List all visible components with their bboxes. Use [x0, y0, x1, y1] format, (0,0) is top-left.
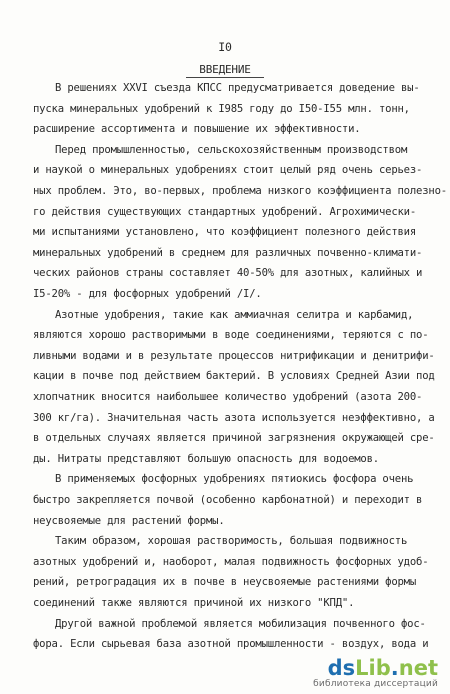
- text-line: ды. Нитраты представляют большую опасность для водоемов.: [33, 452, 379, 465]
- text-line: быстро закрепляется почвой (особенно карбонатной) и переходит в: [33, 494, 423, 506]
- text-line: расширение ассортимента и повышение их эффективности.: [33, 123, 361, 136]
- text-line: Другой важной проблемой является мобилизация почвенного фос-: [55, 617, 426, 630]
- text-line: соединений также являются причиной их низкого "КПД".: [33, 597, 355, 609]
- text-line: являются хорошо растворимыми в воде соединениями, теряются с по-: [33, 329, 429, 342]
- text-line: В решениях XXVI съезда КПСС предусматривается доведение вы-: [55, 82, 420, 94]
- text-line: Азотные удобрения, такие как аммиачная селитра и карбамид,: [55, 308, 414, 321]
- text-line: и наукой о минеральных удобрениях стоит целый ряд очень серьез-: [33, 164, 423, 177]
- page-number: I0: [218, 40, 232, 54]
- heading-underline: [186, 77, 264, 78]
- text-line: рений, ретроградация их в почве в неусвояемые растениями формы: [33, 576, 417, 589]
- text-line: минеральных удобрений в среднем для различных почвенно-климати-: [33, 246, 423, 259]
- watermark-subtitle: библиотека диссертаций: [313, 679, 438, 689]
- text-line: го действия существующих стандартных удобрений. Агрохимически-: [33, 205, 417, 218]
- text-line: пуска минеральных удобрений к I985 году до I50-I55 млн. тонн,: [33, 102, 410, 115]
- text-line: кации в почве под действием бактерий. В условиях Средней Азии под: [33, 370, 435, 383]
- text-line: ливными водами и в результате процессов нитрификации и денитрифи-: [33, 349, 435, 362]
- watermark: [313, 657, 438, 689]
- text-line: хлопчатник вносится наибольшее количество удобрений (азота 200-: [33, 391, 423, 403]
- text-line: 300 кг/га). Значительная часть азота используется неэффективно, а: [33, 411, 435, 424]
- text-line: В применяемых фосфорных удобрениях пятиокись фосфора очень: [55, 473, 414, 486]
- text-line: азотных удобрений и, наоборот, малая подвижность фосфорных удоб-: [33, 555, 429, 568]
- text-line: ных проблем. Это, во-первых, проблема низкого коэффициента полезно-: [33, 185, 447, 197]
- text-line: фора. Если сырьевая база азотной промышленности - воздух, вода и: [33, 638, 429, 651]
- text-line: Перед промышленностью, сельскохозяйственным производством: [55, 143, 408, 156]
- watermark-logo: dsLib.net: [327, 656, 438, 680]
- text-line: Таким образом, хорошая растворимость, большая подвижность: [55, 535, 408, 548]
- text-line: ческих районов страны составляет 40-50% для азотных, калийных и: [33, 267, 423, 280]
- text-line: ми испытаниями установлено, что коэффициент полезного действия: [33, 226, 417, 239]
- text-line: неусвояемые для растений формы.: [33, 514, 225, 527]
- page-heading: ВВЕДЕНИЕ: [199, 63, 251, 76]
- text-line: в отдельных случаях является причиной загрязнения окружающей сре-: [33, 432, 435, 445]
- text-line: I5-20% - для фосфорных удобрений /I/.: [33, 288, 262, 300]
